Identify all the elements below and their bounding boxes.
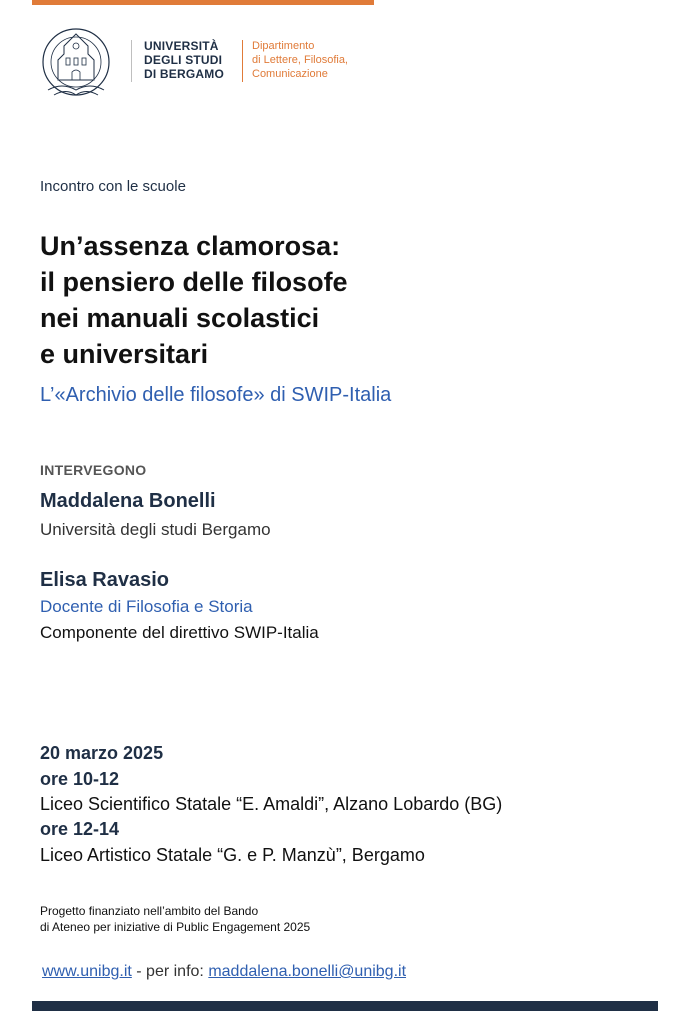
university-name xyxy=(144,39,224,81)
session-place: Liceo Artistico Statale “G. e P. Manzù”, Bergamo xyxy=(40,845,425,865)
department-line: Comunicazione xyxy=(252,68,328,80)
funding-line: Progetto finanziato nell’ambito del Bando xyxy=(40,904,259,918)
title-line: Un’assenza clamorosa: xyxy=(40,231,341,261)
session-place: Liceo Scientifico Statale “E. Amaldi”, Alzano Lobardo (BG) xyxy=(40,794,503,814)
speaker-affiliation: Componente del direttivo SWIP-Italia xyxy=(40,623,319,642)
session-time: ore 10-12 xyxy=(40,769,120,789)
event-title xyxy=(40,228,348,372)
university-line: DI BERGAMO xyxy=(144,67,224,81)
event-type: Incontro con le scuole xyxy=(40,178,186,195)
bottom-bar xyxy=(32,1001,658,1011)
speaker-name: Maddalena Bonelli xyxy=(40,490,216,512)
department-line: di Lettere, Filosofia, xyxy=(252,54,348,66)
department-line: Dipartimento xyxy=(252,40,315,52)
email-link[interactable]: maddalena.bonelli@unibg.it xyxy=(208,963,407,980)
funding-line: di Ateneo per iniziative di Public Engagement 2025 xyxy=(40,920,311,934)
title-line: nei manuali scolastici xyxy=(40,303,320,333)
website-link[interactable]: www.unibg.it xyxy=(42,963,132,980)
event-date: 20 marzo 2025 xyxy=(40,743,164,763)
university-seal-icon xyxy=(36,24,128,100)
department-name xyxy=(252,39,348,81)
logo-divider xyxy=(131,40,132,82)
top-accent-bar xyxy=(32,0,374,5)
session-time: ore 12-14 xyxy=(40,819,120,839)
speakers-label: INTERVEGONO xyxy=(40,462,147,478)
title-line: il pensiero delle filosofe xyxy=(40,267,348,297)
info-separator: - per info: xyxy=(131,963,209,980)
speaker-affiliation: Docente di Filosofia e Storia xyxy=(40,597,253,616)
event-subtitle: L’«Archivio delle filosofe» di SWIP-Italia xyxy=(40,384,392,406)
university-line: UNIVERSITÀ xyxy=(144,39,219,53)
university-line: DEGLI STUDI xyxy=(144,53,223,67)
department-divider xyxy=(242,40,243,82)
funding-note xyxy=(40,903,310,935)
title-line: e universitari xyxy=(40,339,209,369)
speaker-name: Elisa Ravasio xyxy=(40,569,169,591)
speaker-affiliation: Università degli studi Bergamo xyxy=(40,520,271,539)
contact-line xyxy=(42,963,406,981)
